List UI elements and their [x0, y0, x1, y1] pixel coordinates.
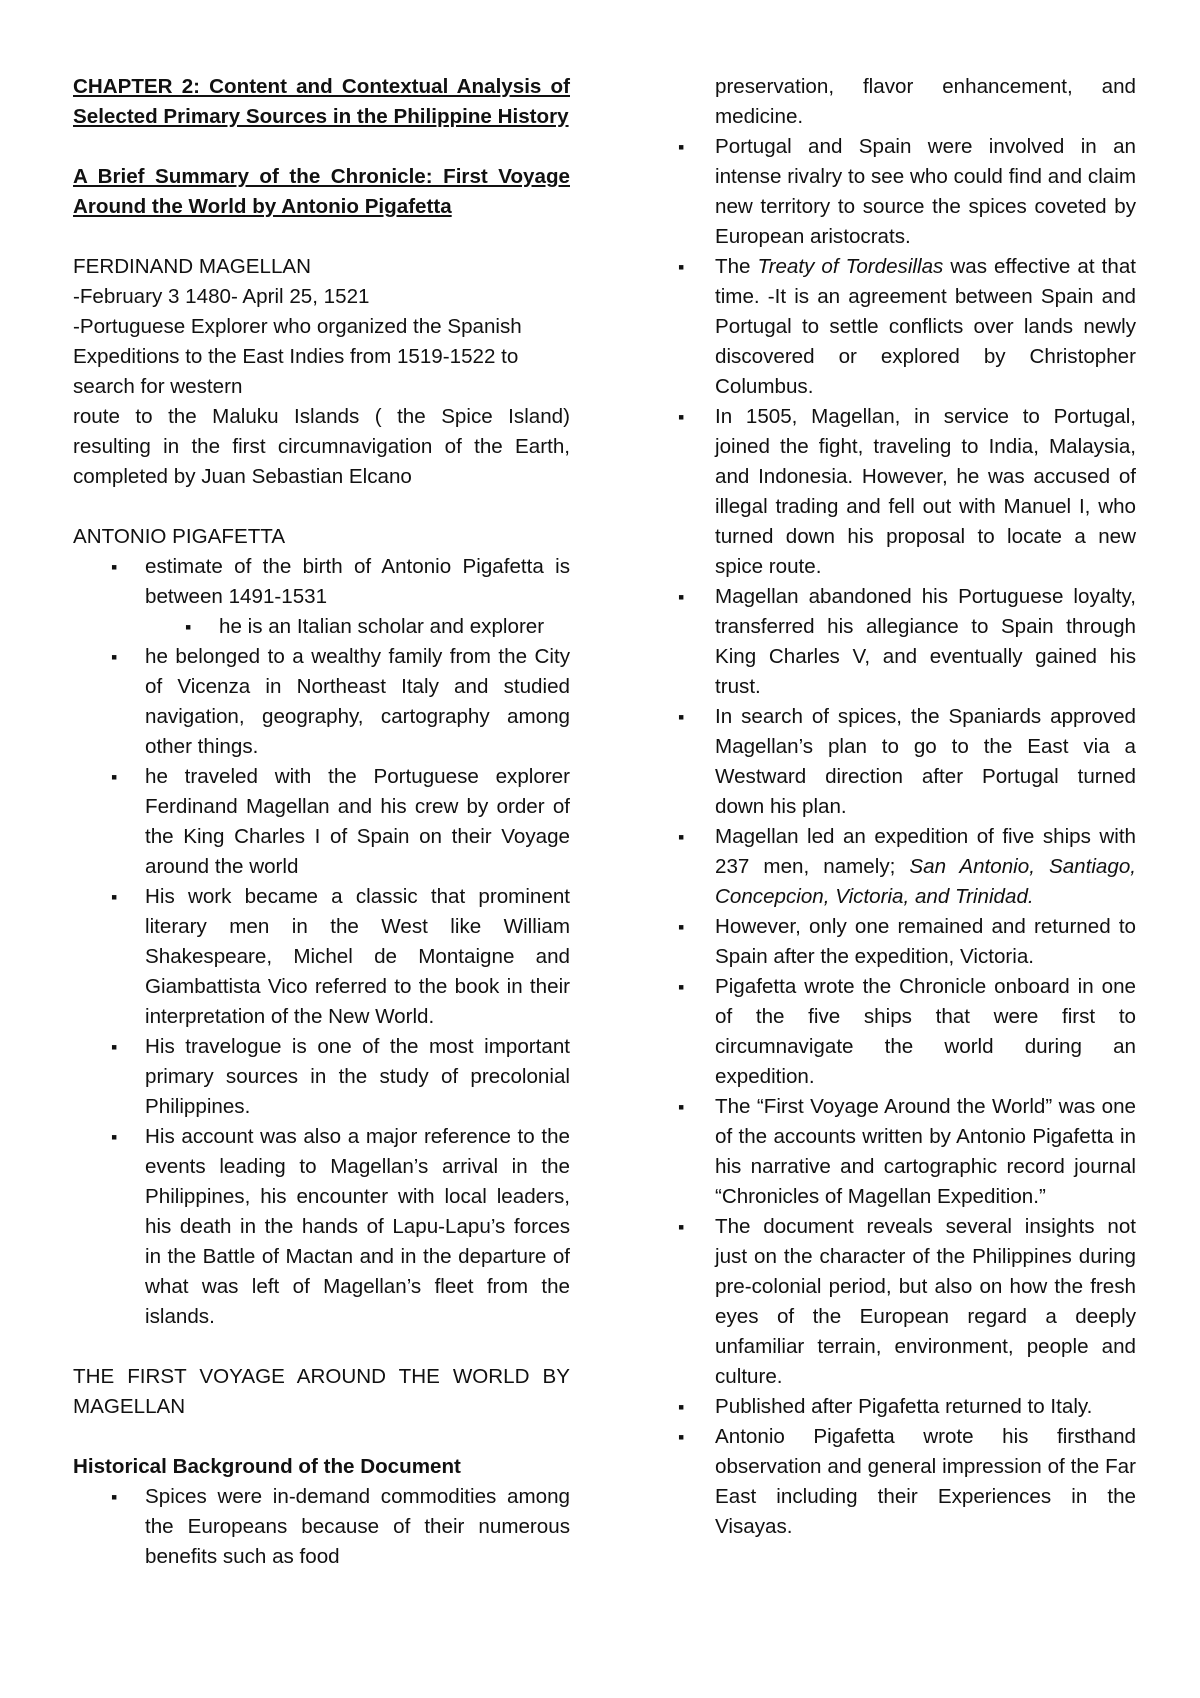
list-item: ▪ he belonged to a wealthy family from the City of Vicenza in Northeast Italy and studied navigation, geography, cartography among other things.	[145, 642, 570, 762]
magellan-desc-1: -Portuguese Explorer who organized the Spanish Expeditions to the East Indies from 1519-1522 to search for western	[73, 315, 522, 398]
list-item: ▪ In search of spices, the Spaniards approved Magellan’s plan to go to the East via a Westward direction after Portugal turned down his plan.	[715, 702, 1136, 822]
background-list-start	[145, 1482, 570, 1572]
list-item: ▪ Pigafetta wrote the Chronicle onboard in one of the five ships that were first to circumnavigate the world during an expedition.	[715, 972, 1136, 1092]
list-item: ▪ Portugal and Spain were involved in an intense rivalry to see who could find and claim new territory to source the spices coveted by European aristocrats.	[715, 132, 1136, 252]
continued-text: preservation, flavor enhancement, and medicine.	[715, 75, 1136, 128]
ships-names: San Antonio, Santiago, Concepcion, Victoria, and Trinidad.	[715, 855, 1136, 908]
magellan-heading: FERDINAND MAGELLAN	[73, 255, 312, 278]
list-item: ▪ In 1505, Magellan, in service to Portugal, joined the fight, traveling to India, Malaysia, and Indonesia. However, he was accused of illegal trading and fell out with Manuel I, who turned down his proposal to locate a new spice route.	[715, 402, 1136, 582]
list-item: ▪ His work became a classic that prominent literary men in the West like William Shakespeare, Michel de Montaigne and Giambattista Vico referred to the book in their interpretation of the New World.	[145, 882, 570, 1032]
list-item: ▪ His travelogue is one of the most important primary sources in the study of precolonial Philippines.	[145, 1032, 570, 1122]
summary-title: A Brief Summary of the Chronicle: First Voyage Around the World by Antonio Pigafetta	[73, 165, 570, 218]
list-item: ▪ he traveled with the Portuguese explorer Ferdinand Magellan and his crew by order of the King Charles I of Spain on their Voyage around the world	[145, 762, 570, 882]
treaty-name: Treaty of Tordesillas	[757, 255, 944, 278]
background-heading: Historical Background of the Document	[73, 1455, 461, 1478]
treaty-pre: The	[715, 255, 758, 278]
list-item: ▪ Published after Pigafetta returned to Italy.	[715, 1392, 1136, 1422]
list-item: ▪ His account was also a major reference to the events leading to Magellan’s arrival in the Philippines, his encounter with local leaders, his death in the hands of Lapu-Lapu’s forces in the Battle of Mactan and in the departure of what was left of Magellan’s fleet from the islands.	[145, 1122, 570, 1332]
chapter-title: CHAPTER 2: Content and Contextual Analysis of Selected Primary Sources in the Philippine History	[73, 75, 570, 128]
ships-pre: Magellan led an expedition of five ships with 237 men, namely;	[715, 825, 1136, 878]
bullet-text: estimate of the birth of Antonio Pigafetta is between 1491-1531	[145, 555, 570, 608]
list-item: ▪ Antonio Pigafetta wrote his firsthand observation and general impression of the Far East including their Experiences in the Visayas.	[715, 1422, 1136, 1542]
list-item	[145, 552, 570, 642]
list-item	[715, 252, 1136, 402]
list-item	[715, 822, 1136, 912]
list-item: ▪ Spices were in-demand commodities among the Europeans because of their numerous benefits such as food	[145, 1482, 570, 1572]
magellan-dates: -February 3 1480- April 25, 1521	[73, 285, 370, 308]
pigafetta-heading: ANTONIO PIGAFETTA	[73, 525, 286, 548]
treaty-post: was effective at that time. -It is an agreement between Spain and Portugal to settle conflicts over lands newly discovered or explored by Christopher Columbus.	[715, 255, 1137, 398]
list-item: ▪ The “First Voyage Around the World” was one of the accounts written by Antonio Pigafetta in his narrative and cartographic record journal “Chronicles of Magellan Expedition.”	[715, 1092, 1136, 1212]
sub-list	[219, 612, 570, 642]
background-list	[715, 132, 1136, 1542]
pigafetta-list	[145, 552, 570, 1332]
list-item: ▪ The document reveals several insights not just on the character of the Philippines during pre-colonial period, but also on how the fresh eyes of the European regard a deeply unfamiliar terrain, environment, people and culture.	[715, 1212, 1136, 1392]
list-item: ▪ However, only one remained and returned to Spain after the expedition, Victoria.	[715, 912, 1136, 972]
left-column	[73, 72, 570, 1572]
right-column	[715, 72, 1136, 1542]
magellan-desc-2: route to the Maluku Islands ( the Spice Island) resulting in the first circumnavigation of the Earth, completed by Juan Sebastian Elcano	[73, 405, 570, 488]
voyage-heading: THE FIRST VOYAGE AROUND THE WORLD BY MAGELLAN	[73, 1365, 570, 1418]
list-item: ▪ Magellan abandoned his Portuguese loyalty, transferred his allegiance to Spain through King Charles V, and eventually gained his trust.	[715, 582, 1136, 702]
sub-list-item: ▪ he is an Italian scholar and explorer	[219, 612, 570, 642]
